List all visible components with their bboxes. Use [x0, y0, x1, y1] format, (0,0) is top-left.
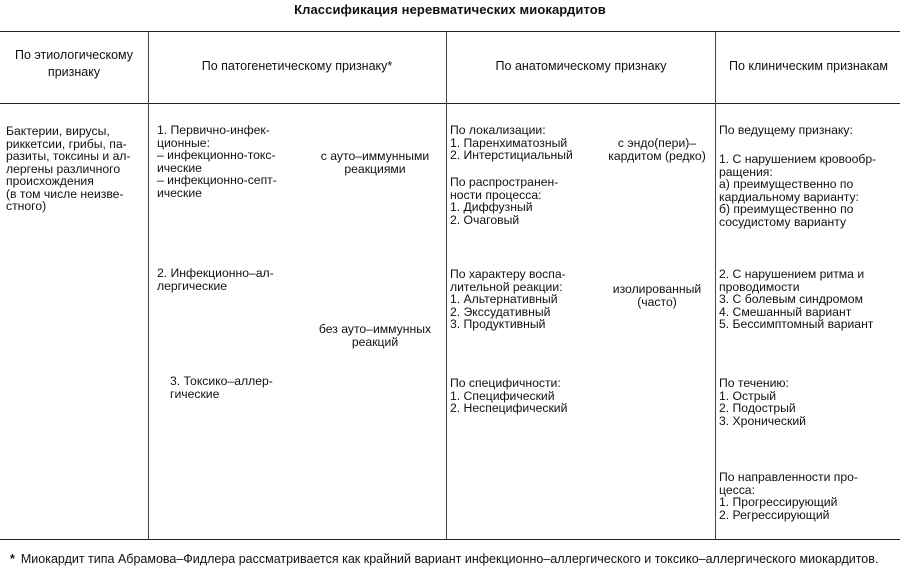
with-autoimmune-note: с ауто–иммунными реакциями [320, 149, 430, 176]
table-bottom-rule [0, 539, 900, 540]
column-divider-2 [446, 32, 447, 539]
clinical-course: По течению: 1. Острый 2. Подострый 3. Хронический [719, 376, 806, 428]
header-anatomy: По анатомическому признаку [495, 59, 667, 73]
footnote-text: Миокардит типа Абрамова–Фидлера рассматривается как крайний вариант инфекционно–аллергического и токсико–аллергического миокардитов. [20, 552, 879, 566]
clinical-direction: По направленности про- цесса: 1. Прогрессирующий 2. Регрессирующий [719, 470, 858, 522]
pathogenesis-item-2: 2. Инфекционно–ал- лергические [157, 266, 274, 293]
etiology-text: Бактерии, вирусы, риккетсии, грибы, па- разиты, токсины и ал- лергены различного происхождения (в том числе неизве- стного) [6, 124, 131, 213]
pathogenesis-item-3: 3. Токсико–аллер- гические [170, 374, 273, 401]
anatomy-spread: По распространен- ности процесса: 1. Диффузный 2. Очаговый [450, 175, 559, 227]
header-etiology: По этиологическому признаку [14, 48, 134, 79]
footnote-marker: * [10, 552, 15, 566]
pathogenesis-item-1: 1. Первично-инфек- ционные: – инфекционно-токс- ические – инфекционно-септ- ические [157, 123, 277, 200]
endo-pericarditis-note: с эндо(пери)– кардитом (редко) [608, 136, 706, 163]
column-divider-1 [148, 32, 149, 539]
without-autoimmune-note: без ауто–иммунных реакций [318, 322, 432, 349]
table-title: Классификация неревматических миокардитов [294, 2, 606, 17]
clinical-circulation: 1. С нарушением кровообр- ращения: а) преимущественно по кардиальному варианту: б) преимущественно по сосудистому варианту [719, 152, 877, 229]
footnote [10, 552, 895, 566]
clinical-leading-sign: По ведущему признаку: [719, 123, 853, 137]
isolated-note: изолированный (часто) [612, 282, 702, 309]
anatomy-specificity: По специфичности: 1. Специфический 2. Неспецифический [450, 376, 568, 415]
anatomy-inflammation: По характеру воспа- лительной реакции: 1. Альтернативный 2. Экссудативный 3. Продуктивный [450, 267, 566, 331]
header-bottom-rule [0, 103, 900, 104]
table-top-rule [0, 31, 900, 32]
anatomy-localization: По локализации: 1. Паренхиматозный 2. Интерстициальный [450, 123, 573, 162]
header-pathogenesis: По патогенетическому признаку* [201, 59, 393, 73]
clinical-rhythm: 2. С нарушением ритма и проводимости 3. С болевым синдромом 4. Смешанный вариант 5. Бессимптомный вариант [719, 267, 874, 331]
header-clinical: По клиническим признакам [729, 59, 888, 73]
